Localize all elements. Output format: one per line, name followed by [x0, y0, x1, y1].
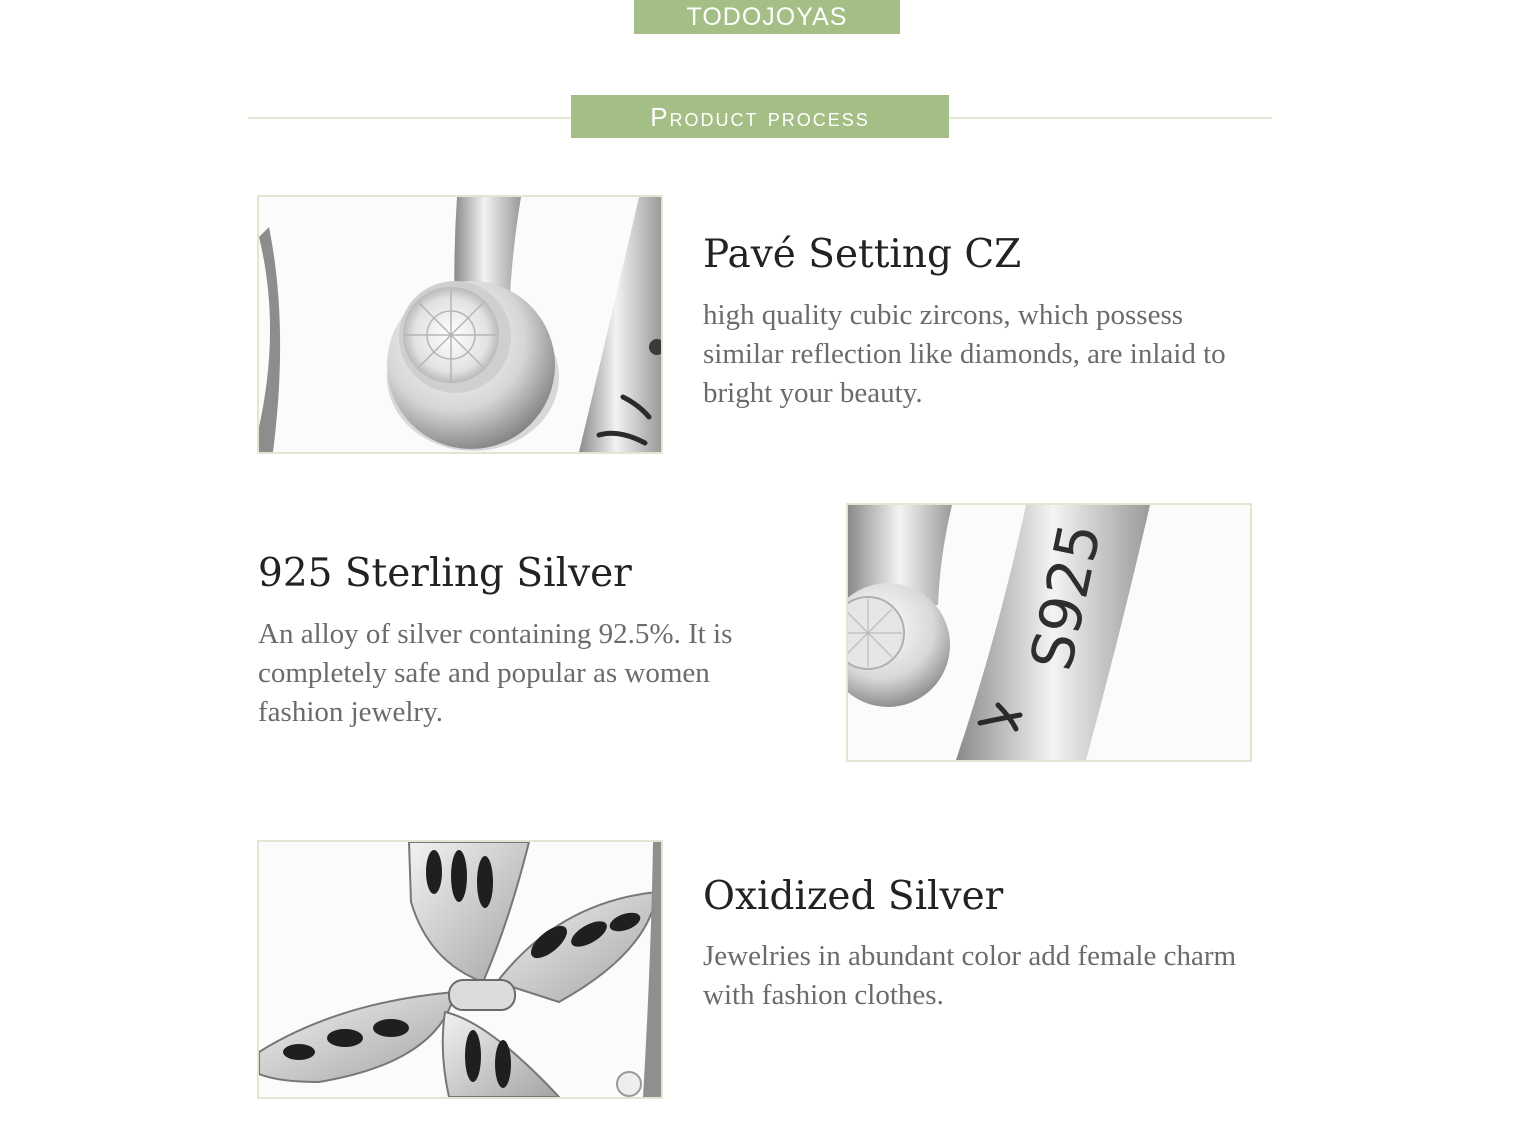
section-divider-right [949, 117, 1272, 119]
ring-s925-stamp-closeup-icon [848, 505, 1250, 760]
cz-setting-photo [257, 195, 663, 454]
feature-title-oxidized: Oxidized Silver [703, 874, 1004, 919]
s925-stamp-text: S925 [1017, 517, 1115, 676]
brand-name: TODOJOYAS [686, 3, 848, 31]
feature-description-cz: high quality cubic zircons, which possess similar reflection like diamonds, are inlaid to bright your beauty. [703, 299, 1226, 409]
ring-cz-stone-closeup-icon [259, 197, 661, 452]
sterling-silver-photo [846, 503, 1252, 762]
oxidized-silver-photo [257, 840, 663, 1099]
feature-title-sterling: 925 Sterling Silver [258, 551, 632, 596]
section-title-banner [571, 95, 949, 138]
section-divider-left [248, 117, 571, 119]
feature-title-cz: Pavé Setting CZ [703, 232, 1022, 277]
feature-description-sterling: An alloy of silver containing 92.5%. It is completely safe and popular as women fashion jewelry. [258, 618, 733, 728]
section-title: Product process [650, 102, 870, 132]
butterfly-charm-closeup-icon [259, 842, 661, 1097]
brand-banner [634, 0, 900, 34]
feature-description-oxidized: Jewelries in abundant color add female charm with fashion clothes. [703, 940, 1237, 1011]
